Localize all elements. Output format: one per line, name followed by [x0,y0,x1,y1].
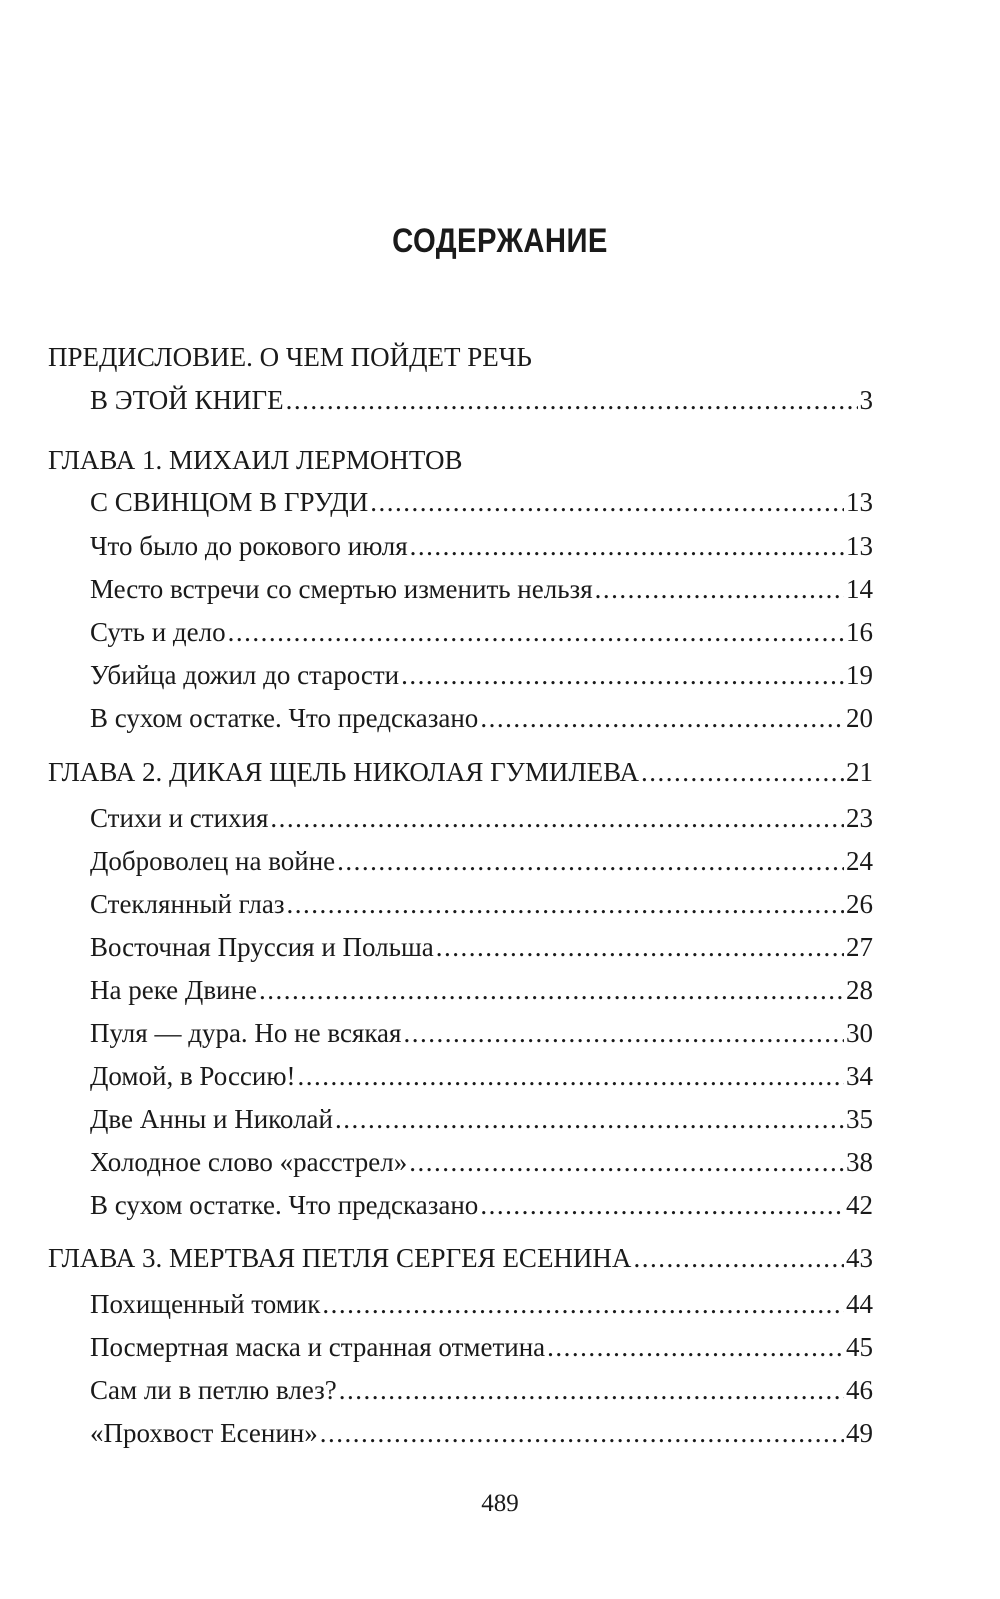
entry-page: 19 [846,660,873,690]
entry-title: Сам ли в петлю влез? [90,1375,337,1405]
entry-title: Суть и дело [90,617,226,647]
entry-page: 43 [846,1243,873,1273]
leader-dots [339,1373,844,1407]
entry-title: Стихи и стихия [90,803,269,833]
page-title: СОДЕРЖАНИЕ [392,222,608,260]
toc-entry-chapter1[interactable] [0,485,1000,519]
leader-dots [409,1145,844,1179]
entry-page: 28 [846,975,873,1005]
toc-entry-section[interactable] [0,801,1000,835]
toc-entry-section[interactable] [0,529,1000,563]
entry-page: 13 [846,487,873,517]
entry-title: «Прохвост Есенин» [90,1418,318,1448]
leader-dots [228,615,844,649]
toc-entry-section[interactable] [0,1059,1000,1093]
leader-dots [287,887,844,921]
leader-dots [403,1016,844,1050]
leader-dots [322,1287,844,1321]
entry-page: 46 [846,1375,873,1405]
entry-title: Холодное слово «расстрел» [90,1147,408,1177]
toc-entry-section[interactable] [0,930,1000,964]
toc-entry-section[interactable] [0,844,1000,878]
entry-page: 42 [846,1190,873,1220]
entry-page: 23 [846,803,873,833]
toc-entry-section[interactable] [0,1373,1000,1407]
toc-entry-section[interactable] [0,1330,1000,1364]
preface-title-line1: ПРЕДИСЛОВИЕ. О ЧЕМ ПОЙДЕТ РЕЧЬ [48,342,532,372]
toc-entry-section[interactable] [0,1102,1000,1136]
toc-entry-section[interactable] [0,701,1000,735]
entry-title: В сухом остатке. Что предсказано [90,703,479,733]
toc-entry-section[interactable] [0,887,1000,921]
entry-page: 21 [846,757,873,787]
leader-dots [320,1416,844,1450]
entry-title: Убийца дожил до старости [90,660,400,690]
leader-dots [270,801,844,835]
entry-page: 38 [846,1147,873,1177]
leader-dots [480,1188,844,1222]
toc-entry-chapter2[interactable] [0,755,1000,789]
entry-title: ГЛАВА 3. МЕРТВАЯ ПЕТЛЯ СЕРГЕЯ ЕСЕНИНА [48,1243,632,1273]
entry-page: 24 [846,846,873,876]
entry-page: 34 [846,1061,873,1091]
entry-title: В сухом остатке. Что предсказано [90,1190,479,1220]
toc-entry-preface[interactable] [0,383,1000,417]
leader-dots [401,658,844,692]
page-number: 489 [481,1490,519,1517]
entry-page: 26 [846,889,873,919]
entry-title: В ЭТОЙ КНИГЕ [90,385,284,415]
entry-page: 13 [846,531,873,561]
entry-page: 16 [846,617,873,647]
leader-dots [547,1330,844,1364]
leader-dots [259,973,844,1007]
leader-dots [595,572,844,606]
toc-entry-section[interactable] [0,1188,1000,1222]
entry-page: 3 [859,385,873,415]
entry-title: Что было до рокового июля [90,531,408,561]
entry-title: Место встречи со смертью изменить нельзя [90,574,593,604]
leader-dots [480,701,844,735]
leader-dots [335,1102,844,1136]
entry-page: 20 [846,703,873,733]
toc-entry-section[interactable] [0,1016,1000,1050]
chapter1-title-line1: ГЛАВА 1. МИХАИЛ ЛЕРМОНТОВ [48,445,463,475]
entry-title: Домой, в Россию! [90,1061,296,1091]
toc-entry-section[interactable] [0,973,1000,1007]
toc-entry-section[interactable] [0,1416,1000,1450]
entry-page: 14 [846,574,873,604]
leader-dots [641,755,844,789]
leader-dots [436,930,844,964]
toc-entry-chapter3[interactable] [0,1241,1000,1275]
entry-page: 27 [846,932,873,962]
leader-dots [298,1059,844,1093]
entry-page: 45 [846,1332,873,1362]
entry-title: Две Анны и Николай [90,1104,333,1134]
toc-entry-section[interactable] [0,658,1000,692]
entry-title: Посмертная маска и странная отметина [90,1332,546,1362]
entry-title: На реке Двине [90,975,257,1005]
entry-title: ГЛАВА 2. ДИКАЯ ЩЕЛЬ НИКОЛАЯ ГУМИЛЕВА [48,757,639,787]
entry-page: 35 [846,1104,873,1134]
entry-title: С СВИНЦОМ В ГРУДИ [90,487,369,517]
leader-dots [370,485,844,519]
toc-entry-section[interactable] [0,1145,1000,1179]
entry-title: Стеклянный глаз [90,889,285,919]
leader-dots [286,383,858,417]
toc-entry-section[interactable] [0,572,1000,606]
leader-dots [633,1241,844,1275]
toc-entry-section[interactable] [0,1287,1000,1321]
toc-entry-section[interactable] [0,615,1000,649]
entry-page: 30 [846,1018,873,1048]
entry-page: 49 [846,1418,873,1448]
entry-title: Пуля — дура. Но не всякая [90,1018,402,1048]
entry-title: Похищенный томик [90,1289,321,1319]
leader-dots [337,844,844,878]
entry-title: Восточная Пруссия и Польша [90,932,434,962]
entry-title: Доброволец на войне [90,846,336,876]
entry-page: 44 [846,1289,873,1319]
leader-dots [410,529,844,563]
